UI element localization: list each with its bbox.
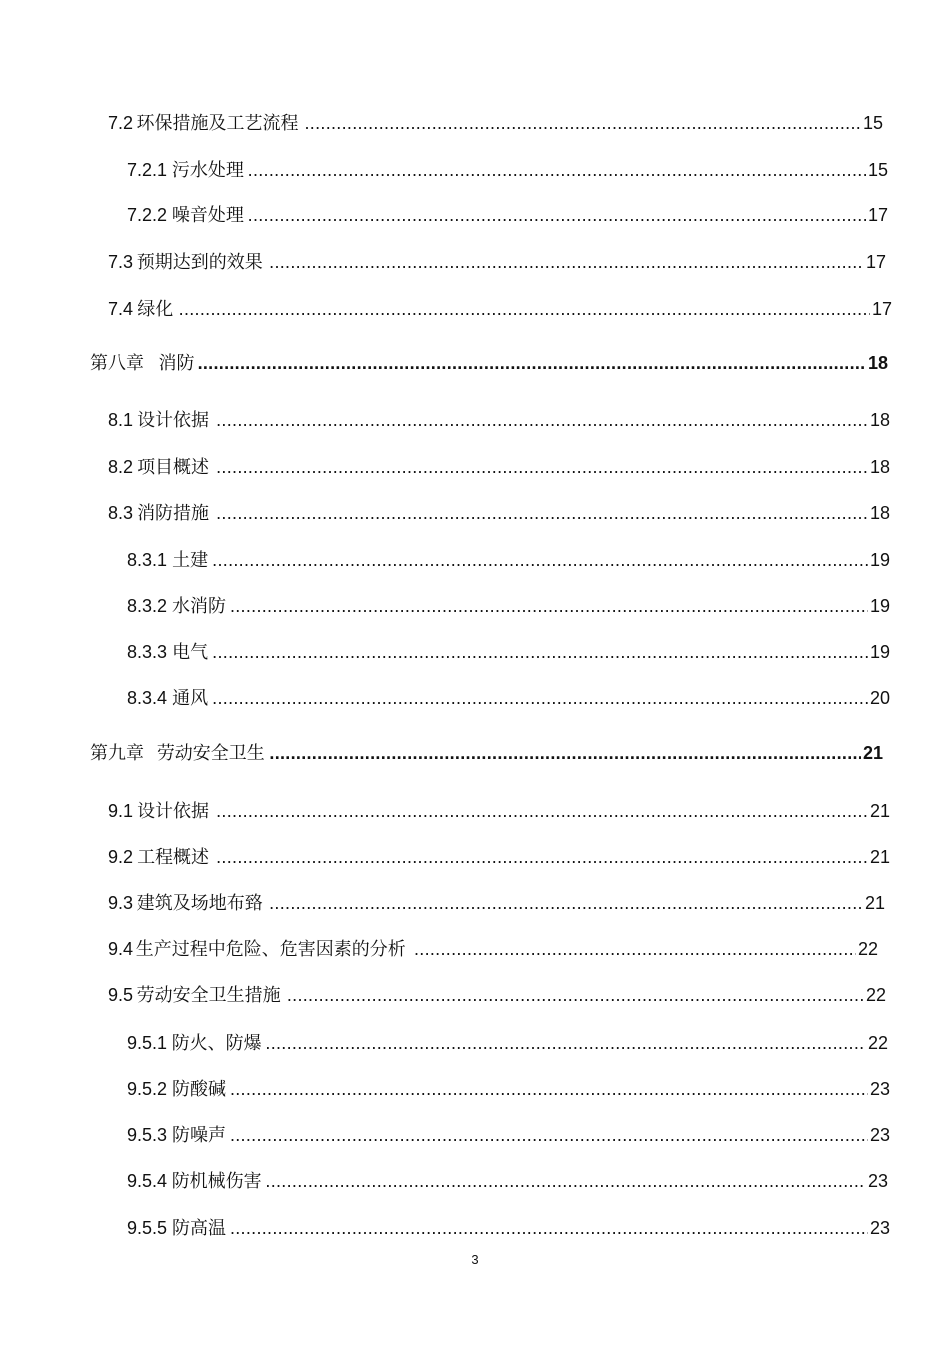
leader-dots [216,844,868,870]
entry-title: 防噪声 [171,1125,226,1146]
entry-title: 防高温 [171,1218,226,1239]
entry-title: 绿化 [137,299,174,320]
entry-page: 23 [869,1218,891,1238]
leader-dots [230,593,868,619]
toc-entry[interactable] [127,1215,890,1241]
entry-page: 15 [867,160,888,180]
entry-number: 9.5 [108,985,134,1005]
entry-page: 22 [857,939,878,959]
entry-title: 噪音处理 [171,205,244,226]
leader-dots [179,296,870,322]
leader-dots [269,890,863,916]
chapter-number: 第八章 [90,353,144,373]
toc-entry[interactable] [127,1168,888,1194]
leader-dots [216,454,868,480]
toc-entry[interactable] [108,936,878,962]
leader-dots [287,982,864,1008]
entry-page: 22 [867,1033,888,1053]
entry-page: 15 [862,113,883,133]
toc-entry[interactable] [127,547,890,573]
entry-title: 通风 [172,688,209,709]
entry-page: 18 [869,457,890,477]
entry-number: 7.2 [108,113,134,133]
entry-number: 9.3 [108,893,134,913]
entry-title: 预期达到的效果 [136,252,263,273]
entry-number: 9.2 [108,847,134,867]
entry-title: 环保措施及工艺流程 [136,113,299,134]
toc-entry[interactable] [108,844,890,870]
entry-number: 7.3 [108,252,134,272]
leader-dots [248,202,866,228]
entry-number: 8.3.4 [127,688,168,708]
chapter-title: 消防 [158,353,195,374]
entry-title: 设计依据 [137,410,210,431]
entry-number: 9.1 [108,801,134,821]
entry-number: 9.5.2 [127,1079,168,1099]
leader-dots [212,639,868,665]
entry-title: 生产过程中危险、危害因素的分析 [135,939,406,960]
entry-number: 9.5.3 [127,1125,168,1145]
leader-dots [269,249,864,275]
entry-page: 19 [869,550,890,570]
leader-dots [216,407,868,433]
entry-title: 工程概述 [137,847,210,868]
toc-entry[interactable] [108,890,885,916]
entry-number: 7.2.2 [127,205,168,225]
entry-page: 19 [869,596,891,616]
entry-page: 17 [867,205,888,225]
entry-number: 8.3 [108,503,134,523]
toc-entry[interactable] [108,407,890,433]
toc-entry[interactable] [127,685,890,711]
leader-dots [212,547,868,573]
leader-dots [414,936,856,962]
leader-dots [269,740,861,766]
entry-page: 20 [869,688,890,708]
leader-dots [212,685,868,711]
entry-page: 18 [867,353,888,373]
entry-number: 8.3.1 [127,550,168,570]
toc-entry[interactable] [108,249,886,275]
entry-title: 水消防 [171,596,226,617]
entry-title: 设计依据 [137,801,210,822]
toc-entry[interactable] [127,639,890,665]
entry-number: 9.4 [108,939,134,959]
toc-entry[interactable] [108,454,890,480]
toc-chapter-entry[interactable] [90,350,888,376]
entry-title: 劳动安全卫生措施 [136,985,281,1006]
entry-number: 8.1 [108,410,134,430]
entry-page: 21 [869,847,890,867]
leader-dots [216,500,868,526]
entry-page: 23 [867,1171,888,1191]
entry-title: 防机械伤害 [171,1171,262,1192]
entry-page: 18 [869,503,890,523]
toc-entry[interactable] [127,157,888,183]
entry-title: 防酸碱 [171,1079,226,1100]
entry-page: 21 [869,801,890,821]
entry-title: 防火、防爆 [171,1033,262,1054]
toc-entry[interactable] [127,1122,890,1148]
entry-number: 9.5.5 [127,1218,168,1238]
leader-dots [265,1030,866,1056]
toc-entry[interactable] [127,593,890,619]
entry-page: 17 [871,299,892,319]
entry-page: 22 [865,985,886,1005]
entry-number: 8.2 [108,457,134,477]
leader-dots [198,350,866,376]
entry-title: 电气 [172,642,209,663]
entry-page: 21 [864,893,885,913]
toc-entry[interactable] [108,110,883,136]
page-number: 3 [471,1252,479,1267]
toc-entry[interactable] [108,500,890,526]
entry-title: 消防措施 [137,503,210,524]
entry-page: 19 [869,642,890,662]
entry-page: 23 [869,1125,891,1145]
leader-dots [265,1168,866,1194]
leader-dots [230,1076,868,1102]
toc-entry[interactable] [108,798,890,824]
toc-entry[interactable] [127,202,888,228]
leader-dots [230,1215,868,1241]
entry-title: 土建 [172,550,209,571]
entry-number: 7.4 [108,299,134,319]
entry-page: 18 [869,410,890,430]
toc-entry[interactable] [108,296,892,322]
entry-number: 8.3.3 [127,642,168,662]
entry-page: 21 [862,743,884,763]
toc-entry[interactable] [127,1030,888,1056]
entry-number: 9.5.1 [127,1033,168,1053]
chapter-number: 第九章 [90,743,144,763]
leader-dots [216,798,868,824]
entry-title: 污水处理 [171,160,244,181]
entry-number: 7.2.1 [127,160,168,180]
leader-dots [304,110,860,136]
leader-dots [230,1122,868,1148]
toc-entry[interactable] [108,982,886,1008]
entry-page: 17 [865,252,886,272]
entry-title: 建筑及场地布臵 [136,893,263,914]
entry-title: 项目概述 [137,457,210,478]
leader-dots [248,157,866,183]
entry-number: 8.3.2 [127,596,168,616]
toc-entry[interactable] [127,1076,890,1102]
entry-number: 9.5.4 [127,1171,168,1191]
chapter-title: 劳动安全卫生 [156,743,265,764]
toc-chapter-entry[interactable] [90,740,883,766]
entry-page: 23 [869,1079,891,1099]
